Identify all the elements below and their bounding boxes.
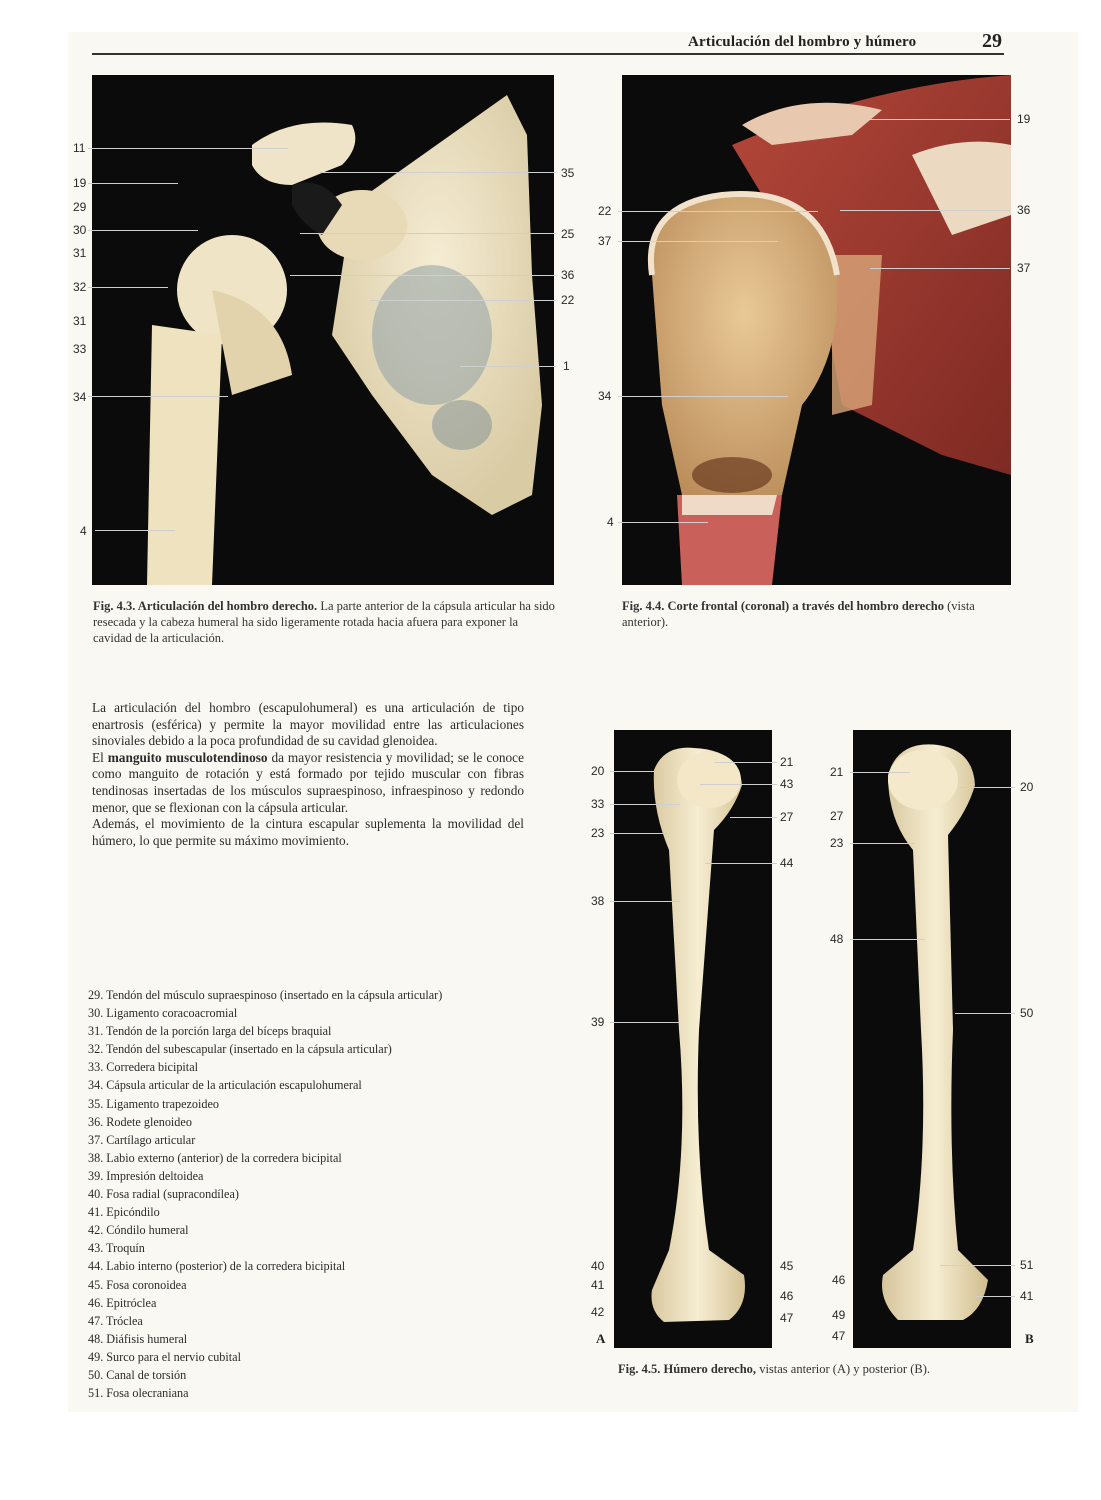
fig44-label-37: 37 (598, 234, 612, 248)
fig45a-label-42: 42 (591, 1305, 605, 1319)
fig44-label-19: 19 (1017, 112, 1031, 126)
fig-4-3-photo (92, 75, 554, 585)
fig45-caption-title: Fig. 4.5. Húmero derecho, (618, 1362, 757, 1376)
fig45b-label-20: 20 (1020, 780, 1034, 794)
fig43-label-34: 34 (73, 390, 87, 404)
page-number: 29 (982, 30, 1002, 52)
body-paragraph-3: Además, el movimiento de la cintura escapular suplementa la movilidad del húmero, lo que permite su máximo movimiento. (92, 816, 524, 848)
fig44-label-4: 4 (607, 515, 614, 529)
fig45a-label-47: 47 (780, 1311, 794, 1325)
fig43-label-31a: 31 (73, 246, 87, 260)
fig43-label-30: 30 (73, 223, 87, 237)
fig43-leader (88, 183, 178, 184)
legend-list (88, 986, 568, 1402)
fig43-label-11: 11 (73, 141, 86, 155)
legend-item: 29. Tendón del músculo supraespinoso (insertado en la cápsula articular) (88, 988, 443, 1002)
legend-item: 50. Canal de torsión (88, 1367, 187, 1382)
fig44-leader (870, 268, 1010, 269)
fig44-leader (618, 241, 778, 242)
fig43-label-33: 33 (73, 342, 87, 356)
body-text (92, 700, 524, 849)
fig-4-4-caption (622, 598, 1002, 630)
fig45-leader (960, 787, 1015, 788)
fig45b-label-47: 47 (832, 1329, 846, 1343)
fig43-label-25: 25 (561, 227, 575, 241)
legend-item: 33. Corredera bicipital (88, 1060, 198, 1075)
legend-item: 42. Cóndilo humeral (88, 1223, 189, 1238)
fig45-caption-text: vistas anterior (A) y posterior (B). (756, 1362, 930, 1376)
fig44-caption-text: (vista anterior). (622, 599, 975, 629)
fig45a-label-21: 21 (780, 755, 794, 769)
fig45-leader (850, 772, 910, 773)
fig45b-label-21: 21 (830, 765, 844, 779)
legend-item: 41. Epicóndilo (88, 1205, 160, 1220)
body-paragraph-2 (92, 750, 524, 816)
legend-item: 38. Labio externo (anterior) de la corredera bicipital (88, 1150, 342, 1165)
fig45b-label-27: 27 (830, 809, 844, 823)
legend-item: 31. Tendón de la porción larga del bíceps braquial (88, 1024, 332, 1039)
fig43-label-35: 35 (561, 166, 575, 180)
legend-item: 36. Rodete glenoideo (88, 1114, 192, 1129)
fig45a-label-38: 38 (591, 894, 605, 908)
fig45b-label-49: 49 (832, 1308, 846, 1322)
fig45b-label-50: 50 (1020, 1006, 1034, 1020)
fig45-letter-b: B (1025, 1331, 1034, 1346)
fig44-label-34: 34 (598, 389, 612, 403)
fig44-label-37b: 37 (1017, 261, 1031, 275)
running-title: Articulación del hombro y húmero (688, 34, 917, 50)
fig45-leader (700, 784, 777, 785)
fig45-leader (975, 1296, 1015, 1297)
legend-item: 40. Fosa radial (supracondílea) (88, 1187, 239, 1202)
body-p2-pre: El (92, 749, 108, 765)
fig43-label-32: 32 (73, 280, 87, 294)
fig-4-4-photo (622, 75, 1011, 585)
fig43-leader (88, 148, 288, 149)
legend-item: 45. Fosa coronoidea (88, 1277, 187, 1292)
fig43-leader (88, 396, 228, 397)
legend-item: 46. Epitróclea (88, 1295, 157, 1310)
legend-item: 44. Labio interno (posterior) de la corredera bicipital (88, 1259, 346, 1274)
legend-item: 30. Ligamento coracoacromial (88, 1006, 238, 1021)
fig43-label-4: 4 (80, 524, 87, 538)
legend-item: 49. Surco para el nervio cubital (88, 1349, 241, 1364)
fig43-label-29: 29 (73, 200, 87, 214)
legend-item: 32. Tendón del subescapular (insertado en la cápsula articular) (88, 1042, 392, 1057)
fig43-label-31b: 31 (73, 314, 87, 328)
fig43-label-19: 19 (73, 176, 87, 190)
body-p2-bold: manguito musculotendinoso (107, 749, 268, 765)
fig45a-label-40: 40 (591, 1259, 605, 1273)
fig43-label-36: 36 (561, 268, 575, 282)
fig45-leader (705, 863, 777, 864)
fig44-leader (840, 210, 1010, 211)
fig43-label-1: 1 (563, 359, 570, 373)
fig44-leader (618, 211, 818, 212)
fig-4-3-caption (93, 598, 559, 646)
body-p2-post: da mayor resistencia y movilidad; se le conoce como manguito de rotación y está formado por tejido muscular con fibras tendinosas insertadas de los músculos supraespinoso, infraespinoso y redondo menor, que se flexionan con la cápsula articular. (92, 749, 524, 815)
fig45a-label-43: 43 (780, 777, 794, 791)
fig45-leader (715, 762, 777, 763)
fig45-leader (610, 901, 680, 902)
fig44-leader (618, 522, 708, 523)
humerus-posterior-illustration (853, 730, 1011, 1348)
legend-item: 47. Tróclea (88, 1313, 143, 1328)
fig-4-5a-photo (614, 730, 772, 1348)
fig45-leader (610, 804, 680, 805)
fig45-letter-a: A (596, 1331, 606, 1346)
fig45a-label-23: 23 (591, 826, 605, 840)
fig43-leader (320, 172, 556, 173)
fig45b-label-48: 48 (830, 932, 844, 946)
coronal-section-illustration (622, 75, 1011, 585)
fig44-caption-title: Fig. 4.4. Corte frontal (coronal) a través del hombro derecho (622, 599, 944, 613)
fig45-leader (730, 817, 777, 818)
legend-item: 37. Cartílago articular (88, 1132, 196, 1147)
fig45a-label-27: 27 (780, 810, 794, 824)
left-gutter (0, 0, 68, 1500)
humerus-anterior-illustration (614, 730, 772, 1348)
fig45-leader (610, 771, 660, 772)
fig45a-label-41: 41 (591, 1278, 605, 1292)
fig43-caption-title: Fig. 4.3. Articulación del hombro derecho. (93, 599, 318, 613)
fig45a-label-44: 44 (780, 856, 794, 870)
fig45-leader (850, 843, 915, 844)
legend-item: 43. Troquín (88, 1241, 145, 1256)
legend-item: 39. Impresión deltoidea (88, 1168, 204, 1183)
header-rule (92, 53, 1004, 55)
fig-4-5-caption (618, 1361, 1038, 1377)
fig45a-label-46: 46 (780, 1289, 794, 1303)
fig43-leader (460, 366, 556, 367)
fig43-caption-text: La parte anterior de la cápsula articular ha sido resecada y la cabeza humeral ha sido ligeramente rotada hacia afuera para exponer la cavidad de la articulación. (93, 599, 555, 645)
legend-item: 51. Fosa olecraniana (88, 1386, 189, 1401)
fig43-leader (95, 530, 175, 531)
fig45-leader (610, 1022, 680, 1023)
fig43-leader (370, 300, 556, 301)
fig45-leader (610, 833, 670, 834)
fig45a-label-20: 20 (591, 764, 605, 778)
fig43-leader (300, 233, 556, 234)
fig45b-label-41: 41 (1020, 1289, 1034, 1303)
fig45b-label-23: 23 (830, 836, 844, 850)
fig43-label-22: 22 (561, 293, 575, 307)
body-paragraph-1: La articulación del hombro (escapulohumeral) es una articulación de tipo enartrosis (esférica) y permite la mayor movilidad entre las articulaciones sinoviales debido a la poca profundidad de su cavidad glenoidea. (92, 700, 524, 749)
fig45b-label-51: 51 (1020, 1258, 1034, 1272)
fig45-leader (940, 1265, 1015, 1266)
fig45a-label-39: 39 (591, 1015, 605, 1029)
shoulder-specimen-illustration (92, 75, 554, 585)
fig45a-label-33: 33 (591, 797, 605, 811)
legend-item: 48. Diáfisis humeral (88, 1331, 188, 1346)
fig43-leader (88, 287, 168, 288)
fig44-leader (790, 119, 1010, 120)
fig-4-5b-photo (853, 730, 1011, 1348)
fig45-leader (850, 939, 925, 940)
fig45-leader (955, 1013, 1015, 1014)
fig43-leader (88, 230, 198, 231)
fig44-leader (618, 396, 788, 397)
fig45b-label-46: 46 (832, 1273, 846, 1287)
fig43-leader (290, 275, 556, 276)
legend-item: 34. Cápsula articular de la articulación escapulohumeral (88, 1078, 362, 1093)
fig45a-label-45: 45 (780, 1259, 794, 1273)
fig44-label-22: 22 (598, 204, 612, 218)
fig44-label-36: 36 (1017, 203, 1031, 217)
legend-item: 35. Ligamento trapezoideo (88, 1096, 219, 1111)
